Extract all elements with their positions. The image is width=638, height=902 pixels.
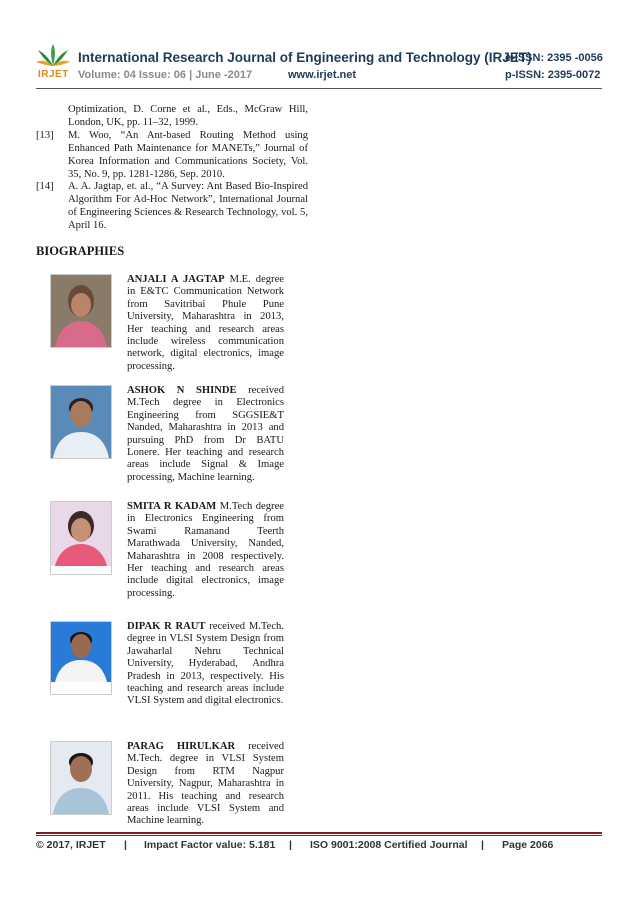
author-photo	[50, 385, 112, 459]
footer-divider-thin	[36, 835, 602, 836]
website-link[interactable]: www.irjet.net	[288, 69, 357, 81]
author-photo	[50, 741, 112, 815]
footer-copyright: © 2017, IRJET	[36, 839, 106, 851]
reference-item	[36, 130, 308, 182]
page-header	[0, 0, 638, 92]
footer-iso: ISO 9001:2008 Certified Journal	[310, 839, 468, 851]
biography-text	[127, 621, 284, 708]
author-photo	[50, 501, 112, 575]
author-name: ASHOK N SHINDE	[127, 385, 237, 396]
portrait-icon	[51, 622, 111, 682]
eissn: e-ISSN: 2395 -0056	[505, 52, 603, 64]
journal-title: International Research Journal of Engineering and Technology (IRJET)	[78, 50, 532, 65]
author-name: PARAG HIRULKAR	[127, 741, 236, 752]
footer-separator: |	[481, 839, 484, 851]
pissn: p-ISSN: 2395-0072	[505, 69, 601, 81]
footer-impact-factor: Impact Factor value: 5.181	[144, 839, 276, 851]
author-description: received M.Tech degree in Electronics Engineering from SGGSIE&T Nanded, Maharashtra in 2013 and pursuing PhD from Dr BATU Lonere. Her teaching and research areas include Signal & Image processing, Machine learning.	[127, 385, 284, 483]
portrait-icon	[51, 275, 111, 347]
footer-separator: |	[124, 839, 127, 851]
author-photo	[50, 274, 112, 348]
references-list	[36, 104, 308, 233]
author-name: ANJALI A JAGTAP	[127, 274, 225, 285]
biography-text	[127, 274, 284, 373]
reference-item	[36, 181, 308, 233]
portrait-icon	[51, 386, 111, 458]
header-divider	[36, 88, 602, 89]
author-description: received M.Tech. degree in VLSI System Design from Jawaharlal Nehru Technical University, Hyderabad, Andhra Pradesh in 2013, respectively. His teaching and research areas include VLSI System and digital electronics.	[127, 621, 284, 707]
biographies-heading: BIOGRAPHIES	[36, 244, 125, 258]
reference-text: A. A. Jagtap, et. al., “A Survey: Ant Based Bio-Inspired Algorithm For Ad-Hoc Network”, International Journal of Engineering Sciences & Research Technology, vol. 5, April 16.	[68, 181, 308, 232]
author-description: M.E. degree in E&TC Communication Network from Savitribai Phule Pune University, Maharashtra in 2013, Her teaching and research areas include wireless communication network, digital electronics, image processing.	[127, 274, 284, 372]
logo-text: IRJET	[38, 69, 69, 80]
volume-issue: Volume: 04 Issue: 06 | June -2017	[78, 69, 253, 81]
author-name: DIPAK R RAUT	[127, 621, 206, 632]
author-name: SMITA R KADAM	[127, 501, 217, 512]
portrait-icon	[51, 742, 111, 814]
author-description: M.Tech degree in Electronics Engineering from Swami Ramanand Teerth Marathwada University, Nanded, Maharashtra in 2008 respectively. Her teaching and research areas include digital electronics, image processing.	[127, 501, 284, 599]
author-photo	[50, 621, 112, 695]
footer-page-number: Page 2066	[502, 839, 554, 851]
reference-text: Optimization, D. Corne et al., Eds., McGraw Hill, London, UK, pp. 11–32, 1999.	[68, 104, 308, 128]
footer-separator: |	[289, 839, 292, 851]
reference-item	[36, 104, 308, 130]
biography-text	[127, 385, 284, 484]
reference-number: [14]	[36, 181, 54, 193]
reference-text: M. Woo, “An Ant-based Routing Method using Enhanced Path Maintenance for MANETs,” Journal of Korea Information and Communications Society, Vol. 35, No. 9, pp. 1281-1286, Sep. 2010.	[68, 129, 308, 180]
portrait-icon	[51, 502, 111, 566]
author-description: received M.Tech. degree in VLSI System Design from RTM Nagpur University, Nagpur, Maharashtra in 2011. His teaching and research areas include VLSI System and Machine learning.	[127, 741, 284, 827]
reference-number: [13]	[36, 129, 54, 141]
footer-divider	[36, 832, 602, 834]
biography-text	[127, 501, 284, 600]
biography-text	[127, 741, 284, 828]
